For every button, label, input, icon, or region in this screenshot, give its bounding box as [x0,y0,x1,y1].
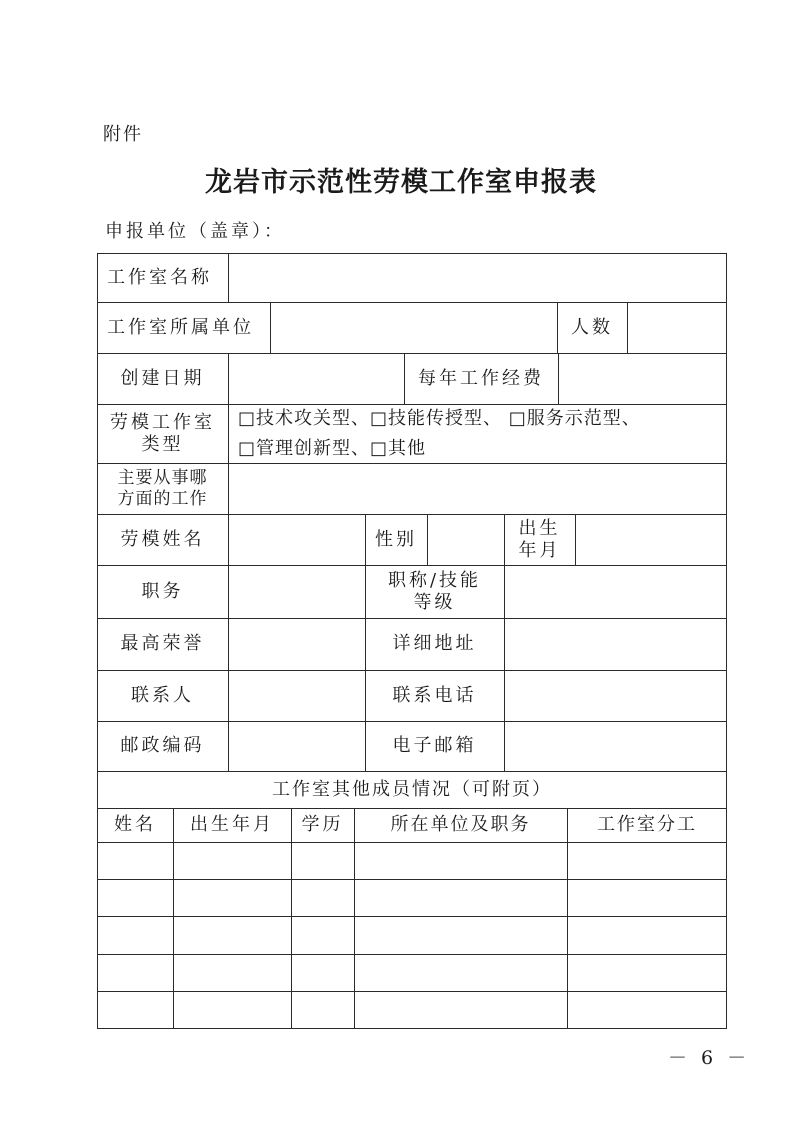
form-title: 龙岩市示范性劳模工作室申报表 [205,167,597,198]
main-work-label [97,463,228,514]
professional-title-label-line1: 职称/技能 [387,569,482,591]
birth-date-label [504,514,575,565]
highest-honor-label: 最高荣誉 [120,633,205,654]
row-divider [97,879,727,880]
postal-code-label: 邮政编码 [120,735,205,756]
members-col-name: 姓名 [114,814,156,835]
professional-title-label-line2: 等级 [413,591,456,613]
row-divider [97,916,727,917]
members-col-unit-position: 所在单位及职务 [390,814,531,835]
members-col-role: 工作室分工 [597,814,697,835]
gender-label: 性别 [375,528,417,550]
professional-title-label [365,565,504,618]
members-col-education: 学历 [301,814,344,835]
table-border-right [726,253,727,1029]
attachment-label: 附件 [103,124,143,145]
affiliated-unit-label: 工作室所属单位 [107,316,254,338]
application-form-table [97,253,727,1029]
row-divider [97,842,727,843]
studio-type-options-line2: □管理创新型、□其他 [238,438,427,459]
main-work-label-line2: 方面的工作 [117,488,208,509]
col-divider [575,514,576,565]
contact-phone-label: 联系电话 [392,684,477,706]
row-divider [97,954,727,955]
page-number: － 6 － [668,1047,751,1069]
members-col-birth: 出生年月 [190,814,274,835]
annual-budget-label: 每年工作经费 [418,367,544,389]
studio-type-options [228,404,726,463]
col-divider [627,302,628,353]
col-divider [270,302,271,353]
main-work-label-line1: 主要从事哪 [117,467,208,488]
col-divider [228,253,229,302]
row-divider [97,991,727,992]
founded-date-label: 创建日期 [120,367,205,389]
col-divider [427,514,428,565]
studio-type-label-line2: 类型 [141,433,184,455]
studio-name-label: 工作室名称 [107,266,212,288]
studio-type-label [97,404,228,463]
headcount-label: 人数 [571,316,613,338]
position-label: 职务 [141,580,184,602]
col-divider [558,353,559,404]
email-label: 电子邮箱 [392,735,477,756]
studio-type-label-line1: 劳模工作室 [110,411,215,433]
applicant-unit-label: 申报单位（盖章）： [105,221,285,242]
col-divider [228,353,229,404]
address-label: 详细地址 [392,633,477,654]
studio-type-options-line1: □技术攻关型、□技能传授型、 □服务示范型、 [238,408,641,429]
contact-person-label: 联系人 [131,684,194,706]
table-border-bottom [97,1028,727,1029]
birth-date-label-line1: 出生 [518,517,561,539]
members-section-heading: 工作室其他成员情况（可附页） [272,778,552,800]
birth-date-label-line2: 年月 [518,539,561,561]
model-name-label: 劳模姓名 [120,528,205,550]
